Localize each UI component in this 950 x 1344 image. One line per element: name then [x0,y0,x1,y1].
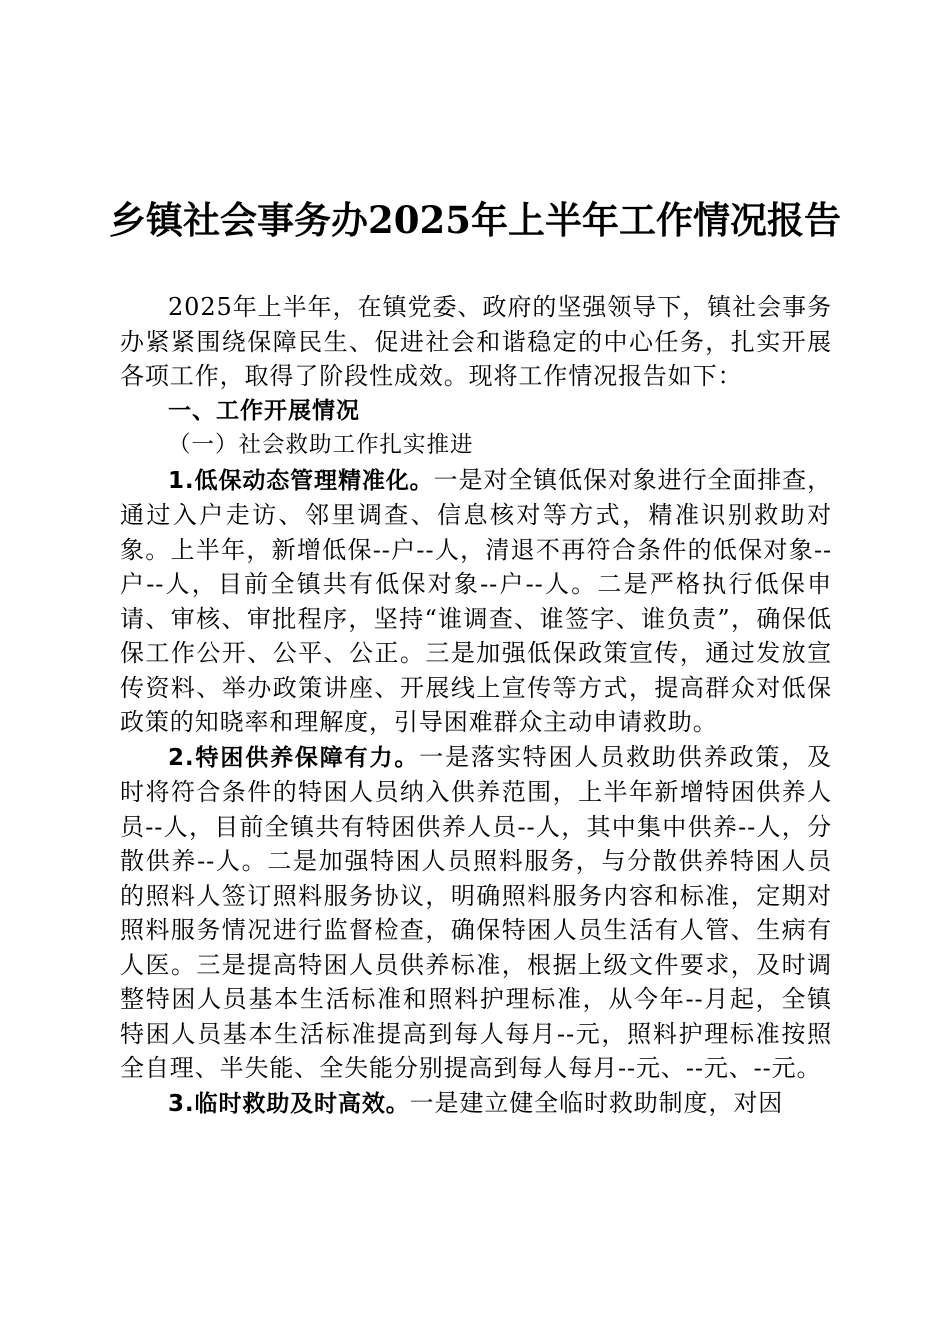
item-lead-3: 3.临时救助及时高效。 [168,1090,410,1117]
document-body [120,290,832,1121]
item-lead-2: 2.特困供养保障有力。 [168,744,420,771]
item-paragraph-1 [120,463,832,740]
subsection-heading: （一）社会救助工作扎实推进 [168,432,474,458]
intro-paragraph: 2025年上半年，在镇党委、政府的坚强领导下，镇社会事务办紧紧围绕保障民生、促进社会和谐稳定的中心任务，扎实开展各项工作，取得了阶段性成效。现将工作情况报告如下： [120,293,832,390]
item-paragraph-3 [120,1086,832,1122]
section-heading: 一、工作开展情况 [168,397,360,424]
item-text-1: 一是对全镇低保对象进行全面排查，通过入户走访、邻里调查、信息核对等方式，精准识别救助对象。上半年，新增低保--户--人，清退不再符合条件的低保对象--户--人，目前全镇共有低保对象--户--人。二是严格执行低保申请、审核、审批程序，坚持“谁调查、谁签字、谁负责”，确保低保工作公开、公平、公正。三是加强低保政策宣传，通过发放宣传资料、举办政策讲座、开展线上宣传等方式，提高群众对低保政策的知晓率和理解度，引导困难群众主动申请救助。 [120,465,832,736]
document-title: 乡镇社会事务办2025年上半年工作情况报告 [109,198,841,242]
item-paragraph-2 [120,740,832,1086]
item-lead-1: 1.低保动态管理精准化。 [168,467,434,494]
item-text-3: 一是建立健全临时救助制度，对因 [409,1088,784,1117]
item-text-2: 一是落实特困人员救助供养政策，及时将符合条件的特困人员纳入供养范围，上半年新增特困供养人员--人，目前全镇共有特困供养人员--人，其中集中供养--人，分散供养--人。二是加强特困人员照料服务，与分散供养特困人员的照料人签订照料服务协议，明确照料服务内容和标准，定期对照料服务情况进行监督检查，确保特困人员生活有人管、生病有人医。三是提高特困人员供养标准，根据上级文件要求，及时调整特困人员基本生活标准和照料护理标准，从今年--月起，全镇特困人员基本生活标准提高到每人每月--元，照料护理标准按照全自理、半失能、全失能分别提高到每人每月--元、--元、--元。 [120,742,832,1082]
